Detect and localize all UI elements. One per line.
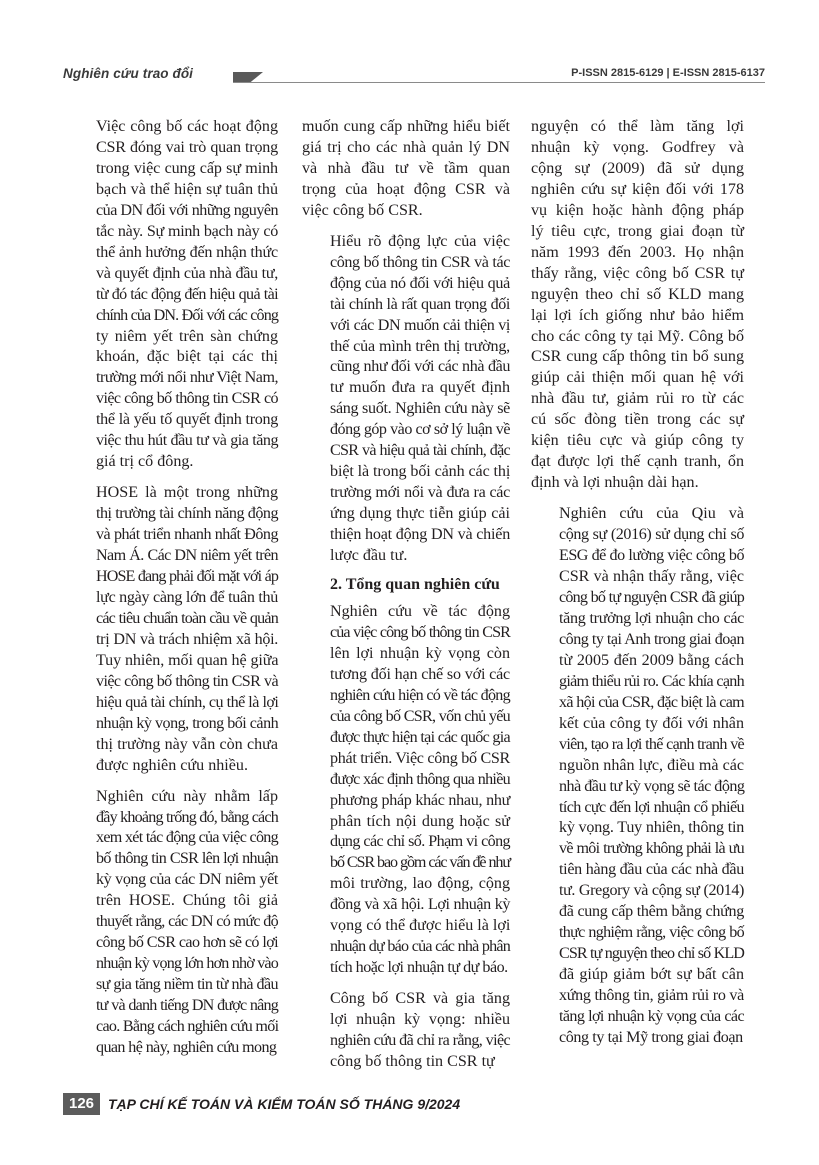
text-line: nghiên cứu sự kiện đối với 178 bbox=[531, 180, 744, 198]
text-line: giảm thiểu rủi ro. Các khía cạnh bbox=[559, 672, 744, 690]
text-line: Công bố CSR và gia tăng bbox=[330, 990, 510, 1008]
text-line: của DN đối với những nguyên bbox=[96, 201, 279, 219]
text-line: được xác định thông qua nhiều bbox=[330, 770, 510, 788]
page-footer bbox=[63, 1093, 563, 1115]
text-line: tư muốn đưa ra quyết định bbox=[330, 379, 510, 397]
text-line: với các DN muốn cải thiện vị bbox=[330, 316, 510, 334]
text-line: việc công bố thông tin CSR có bbox=[96, 390, 278, 408]
text-line: nhà đầu tư, giảm rủi ro từ các bbox=[531, 390, 744, 408]
text-line: đồng và xã hội. Lợi nhuận kỳ bbox=[330, 896, 510, 914]
paragraph bbox=[68, 483, 278, 776]
text-line: lợi nhuận kỳ vọng: nhiều bbox=[330, 1011, 510, 1029]
paragraph bbox=[302, 117, 510, 222]
text-line: Nam Á. Các DN niêm yết trên bbox=[96, 547, 278, 565]
text-line: nhà đầu tư kỳ vọng sẽ tác động bbox=[559, 777, 745, 795]
text-line: Hiểu rõ động lực của việc bbox=[330, 232, 510, 250]
text-line: tư. Gregory và cộng sự (2014) bbox=[559, 882, 744, 900]
paragraph bbox=[531, 504, 744, 1049]
text-line: tiên hàng đầu của các nhà đầu bbox=[559, 861, 744, 879]
text-line: trên HOSE. Chúng tôi giả bbox=[96, 892, 278, 910]
text-line: và quyết định của nhà đầu tư, bbox=[96, 264, 278, 282]
text-line: trị DN và trách nhiệm xã hội. bbox=[96, 630, 278, 648]
text-line: môi trường, lao động, cộng bbox=[330, 875, 510, 893]
section-title: Nghiên cứu trao đổi bbox=[63, 66, 194, 81]
text-line: việc công bố thông tin CSR và bbox=[96, 672, 278, 690]
text-line: thế của mình trên thị trường, bbox=[330, 337, 510, 355]
text-line: lực ngày càng lớn để tuân thủ bbox=[96, 588, 278, 606]
text-line: vọng có thể được hiểu là lợi bbox=[330, 917, 511, 935]
text-line: được thực hiện tại các quốc gia bbox=[330, 728, 510, 746]
text-column-2 bbox=[302, 117, 510, 1073]
text-line: nguồn nhân lực, điều mà các bbox=[559, 756, 744, 774]
text-line: các tiêu chuẩn toàn cầu về quản bbox=[96, 609, 278, 627]
text-line: xã hội của CSR, đặc biệt là cam bbox=[559, 693, 744, 711]
text-line: tắc này. Sự minh bạch này có bbox=[96, 222, 278, 240]
text-line: CSR và nhận thấy rằng, việc bbox=[559, 568, 744, 586]
text-line: giá trị cổ đông. bbox=[96, 453, 194, 471]
text-line: tư và danh tiếng DN được nâng bbox=[96, 997, 278, 1015]
text-line: năm 1993 đến 2003. Họ nhận bbox=[531, 243, 744, 261]
text-line: Việc công bố các hoạt động bbox=[96, 118, 278, 135]
text-line: viên, tạo ra lợi thế cạnh tranh về bbox=[559, 735, 744, 753]
text-line: xứng thông tin, giảm rủi ro và bbox=[559, 987, 744, 1005]
text-line: kiện tiêu cực và giúp công ty bbox=[531, 432, 744, 450]
text-line: đã giúp giảm bớt sự bất cân bbox=[559, 966, 744, 984]
text-line: phát triển. Việc công bố CSR bbox=[330, 749, 510, 767]
text-line: đầy khoảng trống đó, bằng cách bbox=[96, 808, 278, 826]
text-line: thể là yếu tố quyết định trong bbox=[96, 411, 278, 429]
text-line: dụng các chỉ số. Phạm vi công bbox=[330, 833, 510, 851]
text-line: nghiên cứu hiện có về tác động bbox=[330, 686, 510, 704]
text-line: công bố thông tin CSR tự bbox=[330, 1052, 495, 1070]
text-line: trường mới nổi như Việt Nam, bbox=[96, 369, 278, 387]
text-line: xem xét tác động của việc công bbox=[96, 829, 278, 847]
paragraph bbox=[302, 602, 510, 979]
text-line: thuyết rằng, các DN có mức độ bbox=[96, 913, 278, 931]
text-line: lý tiêu cực, trong giai đoạn từ bbox=[531, 222, 744, 240]
text-line: thực nghiệm rằng, việc công bố bbox=[559, 924, 744, 942]
text-column-3 bbox=[531, 117, 744, 1049]
text-line: kết của công ty đối với nhân bbox=[559, 714, 744, 732]
text-line: được nghiên cứu nhiều. bbox=[96, 756, 248, 774]
text-line: muốn cung cấp những hiểu biết bbox=[302, 118, 510, 135]
text-line: cao. Bằng cách nghiên cứu mối bbox=[96, 1018, 279, 1036]
text-line: kỳ vọng của các DN niêm yết bbox=[96, 871, 278, 889]
text-line: CSR đóng vai trò quan trọng bbox=[96, 138, 278, 156]
text-line: Tuy nhiên, mối quan hệ giữa bbox=[96, 651, 279, 669]
paragraph bbox=[302, 989, 510, 1073]
text-line: thị trường tài chính năng động bbox=[96, 505, 278, 523]
text-line: HOSE đang phải đối mặt với áp bbox=[96, 568, 278, 586]
journal-title: TẠP CHÍ KẾ TOÁN VÀ KIỂM TOÁN SỐ THÁNG 9/2024 bbox=[108, 1096, 461, 1112]
paragraph bbox=[68, 117, 278, 473]
text-line: việc công bố CSR. bbox=[302, 201, 423, 219]
text-line: bố thông tin CSR lên lợi nhuận bbox=[96, 850, 278, 868]
paragraph bbox=[531, 117, 744, 494]
text-line: cú sốc đòng tiền trong các sự bbox=[531, 411, 744, 429]
text-line: vụ kiện hoặc hành động pháp bbox=[531, 201, 744, 219]
text-line: sáng suốt. Nghiên cứu này sẽ bbox=[330, 400, 511, 418]
text-line: đạt được lợi thế cạnh tranh, ổn bbox=[531, 453, 744, 471]
text-line: giá trị cho các nhà quản lý DN bbox=[302, 138, 510, 156]
text-line: công ty tại Anh trong giai đoạn bbox=[559, 630, 744, 648]
text-line: lên lợi nhuận kỳ vọng còn bbox=[330, 644, 510, 662]
text-line: công bố CSR cao hơn sẽ có lợi bbox=[96, 934, 278, 952]
text-line: của công bố CSR, vốn chủ yếu bbox=[330, 707, 510, 725]
text-line: bạch và thể hiện sự tuân thủ bbox=[96, 180, 278, 198]
text-line: thể ảnh hưởng đến nhận thức bbox=[96, 243, 278, 261]
text-line: nhuận kỳ vọng, trong bối cảnh bbox=[96, 714, 279, 732]
text-line: từ 2005 đến 2009 bằng cách bbox=[559, 651, 744, 669]
text-line: CSR và hiệu quả tài chính, đặc bbox=[330, 442, 510, 460]
text-line: đóng góp vào cơ sở lý luận về bbox=[330, 421, 510, 439]
text-line: cộng sự (2009) đã sử dụng bbox=[531, 159, 744, 177]
page-number: 126 bbox=[63, 1093, 100, 1115]
text-line: CSR cung cấp thông tin bổ sung bbox=[531, 348, 744, 366]
text-line: nhuận kỳ vọng lớn hơn nhờ vào bbox=[96, 955, 279, 973]
text-line: đã cung cấp thêm bằng chứng bbox=[559, 903, 744, 921]
text-line: Nghiên cứu của Qiu và bbox=[559, 505, 744, 523]
text-line: định và lợi nhuận dài hạn. bbox=[531, 474, 699, 492]
text-column-1 bbox=[68, 117, 278, 1059]
text-line: kỳ vọng. Tuy nhiên, thông tin bbox=[559, 819, 745, 837]
text-line: động của nó đối với hiệu quả bbox=[330, 274, 510, 292]
text-line: tăng trưởng lợi nhuận cho các bbox=[559, 609, 744, 627]
text-line: sự gia tăng niềm tin từ nhà đầu bbox=[96, 976, 278, 994]
text-line: ESG để đo lường việc công bố bbox=[559, 547, 744, 565]
text-line: phương pháp khác nhau, như bbox=[330, 791, 510, 809]
text-line: phân tích nội dung hoặc sử bbox=[330, 812, 510, 830]
header-rule bbox=[233, 82, 765, 83]
running-header bbox=[63, 62, 765, 90]
text-line: việc thu hút đầu tư và gia tăng bbox=[96, 432, 278, 450]
text-line: hiệu quả tài chính, cụ thể là lợi bbox=[96, 693, 279, 711]
text-line: giúp cải thiện mối quan hệ với bbox=[531, 369, 744, 387]
text-line: cũng như đối với các nhà đầu bbox=[330, 358, 510, 376]
text-line: lược đầu tư. bbox=[330, 547, 408, 565]
text-line: công bố tự nguyện CSR đã giúp bbox=[559, 588, 744, 606]
text-line: tích hoặc lợi nhuận tự dự báo. bbox=[330, 959, 508, 977]
text-line: của việc công bố thông tin CSR bbox=[330, 623, 510, 641]
text-line: và phát triển nhanh nhất Đông bbox=[96, 526, 278, 544]
text-line: về môi trường không phải là ưu bbox=[559, 840, 744, 858]
text-line: Nghiên cứu này nhằm lấp bbox=[96, 787, 278, 805]
text-line: HOSE là một trong những bbox=[96, 484, 278, 502]
text-line: Nghiên cứu về tác động bbox=[330, 602, 510, 620]
text-line: từ đó tác động đến hiệu quả tài bbox=[96, 285, 278, 303]
text-line: bố CSR bao gồm các vấn đề như bbox=[330, 854, 510, 872]
text-line: cộng sự (2016) sử dụng chỉ số bbox=[559, 526, 744, 544]
text-line: nguyện theo chỉ số KLD mang bbox=[531, 285, 744, 303]
section-heading: 2. Tổng quan nghiên cứu bbox=[330, 576, 500, 594]
text-line: tài chính là rất quan trọng đối bbox=[330, 295, 510, 313]
text-line: thấy rằng, việc công bố CSR tự bbox=[531, 264, 744, 282]
text-line: lại lợi ích giống như bảo hiểm bbox=[531, 306, 744, 324]
paragraph bbox=[68, 787, 278, 1059]
text-line: trọng của hoạt động CSR và bbox=[302, 180, 510, 198]
text-line: công bố thông tin CSR và tác bbox=[330, 253, 510, 271]
text-line: công ty tại Mỹ trong giai đoạn bbox=[559, 1028, 743, 1046]
text-line: và nhà đầu tư về tầm quan bbox=[302, 159, 510, 177]
text-line: tương đối hạn chế so với các bbox=[330, 665, 510, 683]
text-line: trong việc cung cấp sự minh bbox=[96, 159, 278, 177]
text-line: nghiên cứu đã chỉ ra rằng, việc bbox=[330, 1032, 511, 1050]
text-line: chính của DN. Đối với các công bbox=[96, 306, 278, 324]
text-line: nguyện có thể làm tăng lợi bbox=[531, 118, 744, 135]
text-line: CSR tự nguyện theo chỉ số KLD bbox=[559, 945, 744, 963]
text-line: thị trường này vẫn còn chưa bbox=[96, 735, 278, 753]
text-line: cho các công ty tại Mỹ. Công bố bbox=[531, 327, 744, 345]
text-line: tăng lợi nhuận kỳ vọng của các bbox=[559, 1008, 744, 1026]
text-line: nhuận kỳ vọng. Godfrey và bbox=[531, 138, 744, 156]
text-line: biệt là trong bối cảnh các thị bbox=[330, 463, 511, 481]
text-line: tích cực đến lợi nhuận cổ phiếu bbox=[559, 798, 744, 816]
text-line: ty niêm yết trên sàn chứng bbox=[96, 327, 278, 345]
text-line: thiện hoạt động DN và chiến bbox=[330, 526, 511, 544]
text-line: quan hệ này, nghiên cứu mong bbox=[96, 1038, 277, 1056]
text-line: khoán, đặc biệt tại các thị bbox=[96, 348, 278, 366]
paragraph bbox=[302, 232, 510, 567]
issn-label: P-ISSN 2815-6129 | E-ISSN 2815-6137 bbox=[571, 67, 765, 79]
text-line: nhuận dự báo của các nhà phân bbox=[330, 938, 510, 956]
text-line: trường mới nổi và đưa ra các bbox=[330, 484, 510, 502]
text-line: ứng dụng thực tiễn giúp cải bbox=[330, 505, 510, 523]
